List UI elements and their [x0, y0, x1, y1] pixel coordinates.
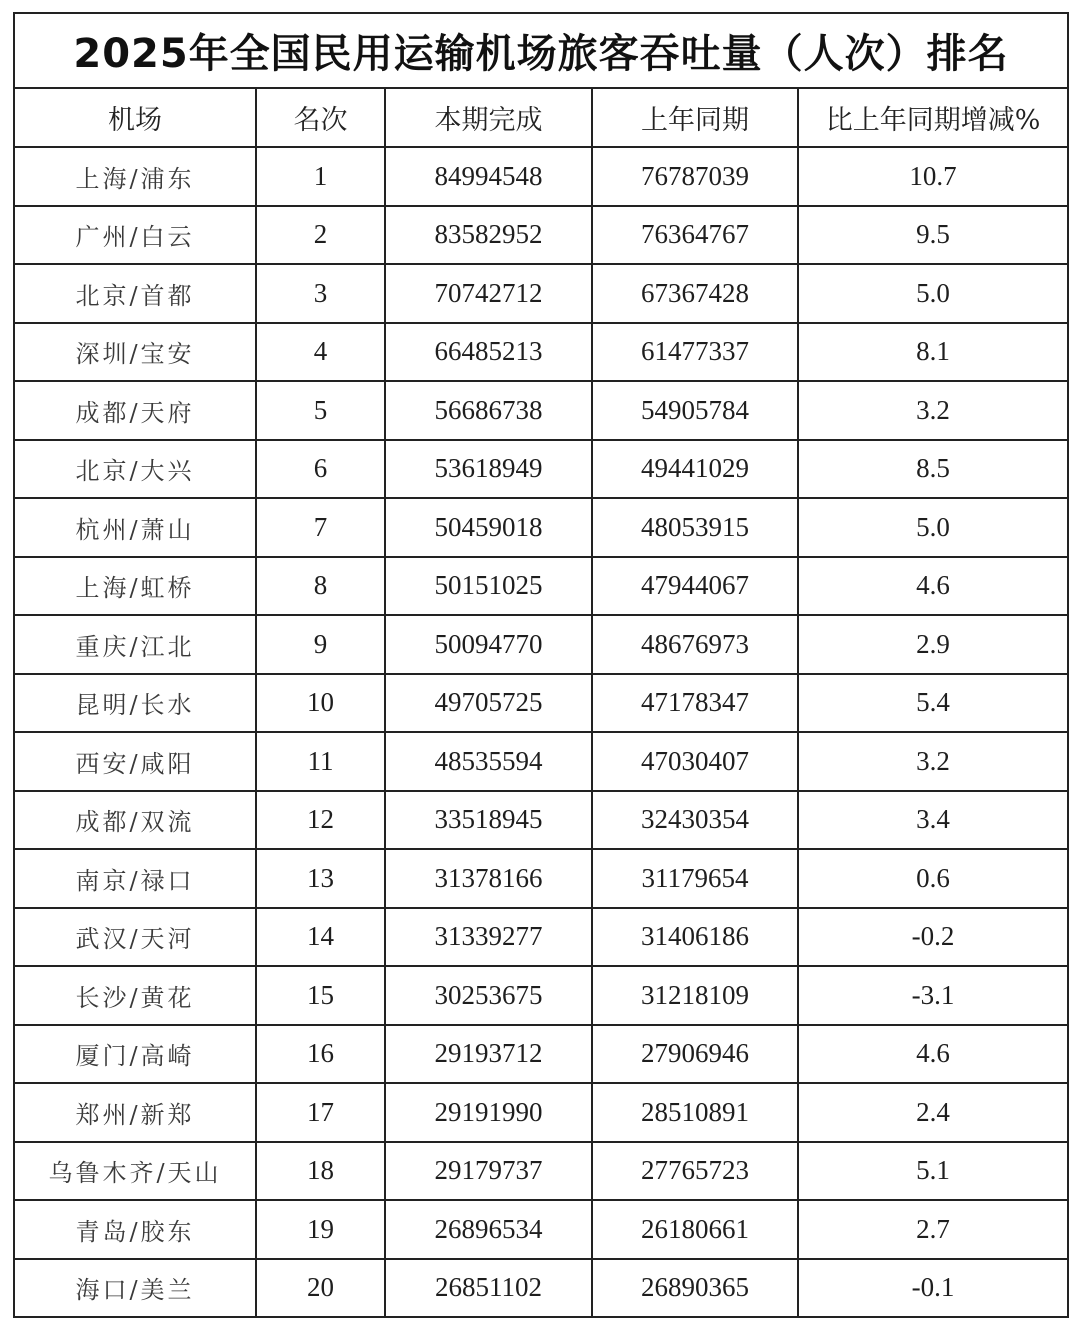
airport-cell: 成都/双流 [14, 791, 256, 850]
table-row [14, 908, 1068, 967]
table-row [14, 1083, 1068, 1142]
change-cell: 5.0 [798, 264, 1068, 323]
rank-cell: 15 [256, 966, 385, 1025]
airport-cell: 杭州/萧山 [14, 498, 256, 557]
rank-cell: 20 [256, 1259, 385, 1318]
airport-cell: 郑州/新郑 [14, 1083, 256, 1142]
rank-cell: 8 [256, 557, 385, 616]
current-cell: 26851102 [385, 1259, 592, 1318]
table-row [14, 498, 1068, 557]
airport-cell: 武汉/天河 [14, 908, 256, 967]
change-cell: -3.1 [798, 966, 1068, 1025]
current-cell: 49705725 [385, 674, 592, 733]
current-cell: 53618949 [385, 440, 592, 499]
rank-cell: 2 [256, 206, 385, 265]
ranking-sheet [13, 12, 1067, 1318]
column-header-current: 本期完成 [385, 88, 592, 147]
previous-cell: 48053915 [592, 498, 798, 557]
current-cell: 66485213 [385, 323, 592, 382]
column-header-rank: 名次 [256, 88, 385, 147]
rank-cell: 13 [256, 849, 385, 908]
previous-cell: 49441029 [592, 440, 798, 499]
airport-cell: 昆明/长水 [14, 674, 256, 733]
change-cell: 3.2 [798, 381, 1068, 440]
table-row [14, 1025, 1068, 1084]
airport-cell: 青岛/胶东 [14, 1200, 256, 1259]
previous-cell: 32430354 [592, 791, 798, 850]
previous-cell: 31406186 [592, 908, 798, 967]
column-header-previous: 上年同期 [592, 88, 798, 147]
change-cell: 8.5 [798, 440, 1068, 499]
table-row [14, 440, 1068, 499]
table-row [14, 557, 1068, 616]
airport-cell: 北京/大兴 [14, 440, 256, 499]
table-row [14, 1259, 1068, 1318]
ranking-table [13, 12, 1069, 1318]
previous-cell: 27906946 [592, 1025, 798, 1084]
rank-cell: 16 [256, 1025, 385, 1084]
change-cell: 10.7 [798, 147, 1068, 206]
airport-cell: 上海/浦东 [14, 147, 256, 206]
previous-cell: 47030407 [592, 732, 798, 791]
previous-cell: 31179654 [592, 849, 798, 908]
table-row [14, 1142, 1068, 1201]
current-cell: 56686738 [385, 381, 592, 440]
airport-cell: 南京/禄口 [14, 849, 256, 908]
current-cell: 83582952 [385, 206, 592, 265]
airport-cell: 重庆/江北 [14, 615, 256, 674]
rank-cell: 6 [256, 440, 385, 499]
previous-cell: 67367428 [592, 264, 798, 323]
previous-cell: 28510891 [592, 1083, 798, 1142]
current-cell: 84994548 [385, 147, 592, 206]
airport-cell: 深圳/宝安 [14, 323, 256, 382]
table-row [14, 849, 1068, 908]
change-cell: 4.6 [798, 557, 1068, 616]
change-cell: 2.9 [798, 615, 1068, 674]
change-cell: 2.7 [798, 1200, 1068, 1259]
current-cell: 70742712 [385, 264, 592, 323]
airport-cell: 西安/咸阳 [14, 732, 256, 791]
rank-cell: 12 [256, 791, 385, 850]
current-cell: 50151025 [385, 557, 592, 616]
change-cell: 5.1 [798, 1142, 1068, 1201]
previous-cell: 76364767 [592, 206, 798, 265]
current-cell: 31339277 [385, 908, 592, 967]
rank-cell: 1 [256, 147, 385, 206]
current-cell: 30253675 [385, 966, 592, 1025]
previous-cell: 31218109 [592, 966, 798, 1025]
previous-cell: 26890365 [592, 1259, 798, 1318]
current-cell: 48535594 [385, 732, 592, 791]
rank-cell: 14 [256, 908, 385, 967]
table-row [14, 615, 1068, 674]
column-header-change: 比上年同期增减% [798, 88, 1068, 147]
current-cell: 26896534 [385, 1200, 592, 1259]
current-cell: 29179737 [385, 1142, 592, 1201]
current-cell: 50094770 [385, 615, 592, 674]
table-row [14, 1200, 1068, 1259]
previous-cell: 26180661 [592, 1200, 798, 1259]
column-header-airport: 机场 [14, 88, 256, 147]
table-title: 2025年全国民用运输机场旅客吞吐量（人次）排名 [14, 13, 1068, 88]
airport-cell: 长沙/黄花 [14, 966, 256, 1025]
rank-cell: 4 [256, 323, 385, 382]
change-cell: 0.6 [798, 849, 1068, 908]
table-row [14, 264, 1068, 323]
change-cell: 3.4 [798, 791, 1068, 850]
airport-cell: 北京/首都 [14, 264, 256, 323]
current-cell: 33518945 [385, 791, 592, 850]
previous-cell: 47178347 [592, 674, 798, 733]
airport-cell: 海口/美兰 [14, 1259, 256, 1318]
table-row [14, 966, 1068, 1025]
change-cell: -0.1 [798, 1259, 1068, 1318]
change-cell: 5.4 [798, 674, 1068, 733]
rank-cell: 18 [256, 1142, 385, 1201]
table-row [14, 147, 1068, 206]
current-cell: 29193712 [385, 1025, 592, 1084]
rank-cell: 7 [256, 498, 385, 557]
rank-cell: 17 [256, 1083, 385, 1142]
rank-cell: 9 [256, 615, 385, 674]
previous-cell: 54905784 [592, 381, 798, 440]
header-row [14, 88, 1068, 147]
current-cell: 29191990 [385, 1083, 592, 1142]
table-row [14, 381, 1068, 440]
title-row [14, 13, 1068, 88]
change-cell: 2.4 [798, 1083, 1068, 1142]
previous-cell: 27765723 [592, 1142, 798, 1201]
airport-cell: 成都/天府 [14, 381, 256, 440]
table-row [14, 674, 1068, 733]
airport-cell: 上海/虹桥 [14, 557, 256, 616]
rank-cell: 11 [256, 732, 385, 791]
airport-cell: 广州/白云 [14, 206, 256, 265]
change-cell: -0.2 [798, 908, 1068, 967]
previous-cell: 61477337 [592, 323, 798, 382]
airport-cell: 厦门/高崎 [14, 1025, 256, 1084]
change-cell: 8.1 [798, 323, 1068, 382]
previous-cell: 76787039 [592, 147, 798, 206]
previous-cell: 47944067 [592, 557, 798, 616]
table-body [14, 147, 1068, 1317]
table-row [14, 791, 1068, 850]
current-cell: 31378166 [385, 849, 592, 908]
rank-cell: 19 [256, 1200, 385, 1259]
previous-cell: 48676973 [592, 615, 798, 674]
table-row [14, 323, 1068, 382]
current-cell: 50459018 [385, 498, 592, 557]
table-row [14, 206, 1068, 265]
change-cell: 5.0 [798, 498, 1068, 557]
change-cell: 4.6 [798, 1025, 1068, 1084]
rank-cell: 10 [256, 674, 385, 733]
rank-cell: 5 [256, 381, 385, 440]
table-row [14, 732, 1068, 791]
change-cell: 9.5 [798, 206, 1068, 265]
change-cell: 3.2 [798, 732, 1068, 791]
rank-cell: 3 [256, 264, 385, 323]
airport-cell: 乌鲁木齐/天山 [14, 1142, 256, 1201]
